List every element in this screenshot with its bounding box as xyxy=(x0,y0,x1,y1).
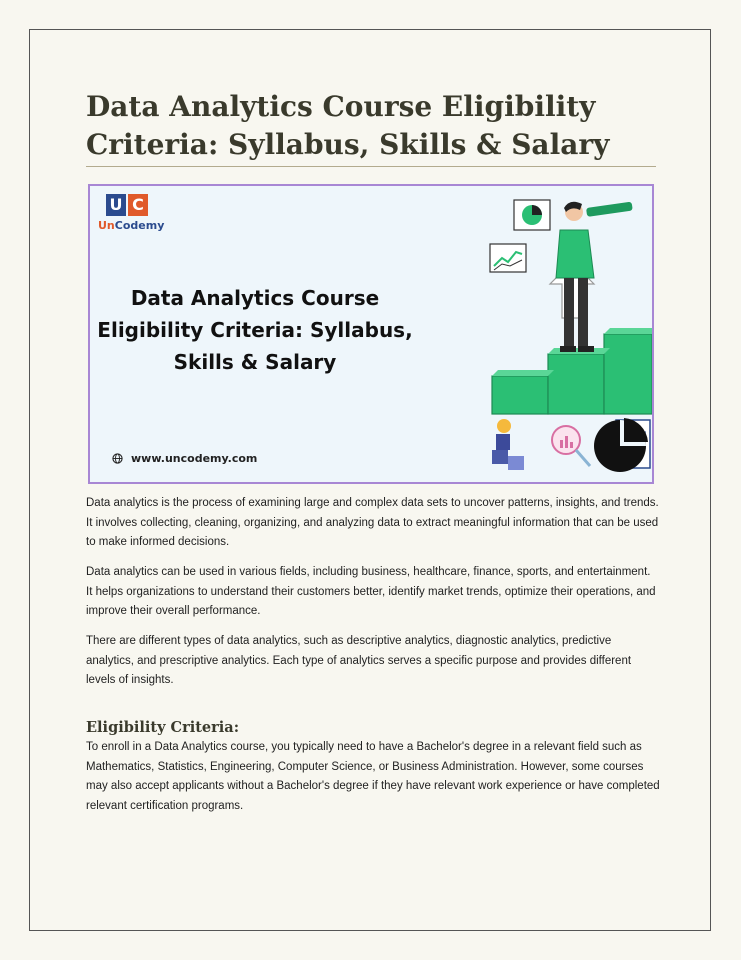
paragraph-intro: Data analytics is the process of examining large and complex data sets to uncover patterns, insights, and trends. It involves collecting, cleaning, organizing, and analyzing data to extract meaningful information that can be used to make informed decisions. xyxy=(86,497,659,548)
logo-letter-u: U xyxy=(106,194,126,216)
large-pie-chart-icon-full xyxy=(590,416,650,476)
banner-headline: Data Analytics Course Eligibility Criteria: Syllabus, Skills & Salary xyxy=(97,286,413,374)
banner-url-text: www.uncodemy.com xyxy=(131,452,258,465)
banner-url xyxy=(112,452,257,465)
person-bars-illustration xyxy=(492,419,524,470)
eligibility-text: To enroll in a Data Analytics course, you typically need to have a Bachelor's degree in a relevant field such as Mathematics, Statistics, Engineering, Computer Science, or Business Administration. However, some courses may also accept applicants without a Bachelor's degree if they have relevant work experience or have completed relevant certification programs. xyxy=(86,741,660,812)
logo-wordmark xyxy=(98,219,164,232)
paragraph-fields: Data analytics can be used in various fields, including business, healthcare, finance, sports, and entertainment. It helps organizations to understand their customers better, identify market trends, optimize their operations, and improve their overall performance. xyxy=(86,566,656,617)
article-banner xyxy=(88,184,654,484)
logo-letter-c: C xyxy=(128,194,148,216)
pie-chart-icon xyxy=(514,200,550,230)
logo-word-codemy: Codemy xyxy=(114,219,165,232)
magnifier-chart-icon xyxy=(552,426,590,466)
page-title: Data Analytics Course Eligibility Criteria: Syllabus, Skills & Salary xyxy=(86,90,610,161)
eligibility-heading: Eligibility Criteria: xyxy=(86,719,240,736)
title-divider xyxy=(86,166,656,167)
trend-chart-icon xyxy=(490,244,526,272)
uncodemy-logo xyxy=(106,194,148,216)
paragraph-types: There are different types of data analytics, such as descriptive analytics, diagnostic analytics, predictive analytics, and prescriptive analytics. Each type of analytics serves a specific purpose and provides different levels of insights. xyxy=(86,635,632,686)
logo-word-un: Un xyxy=(98,219,115,232)
globe-icon xyxy=(112,453,123,464)
